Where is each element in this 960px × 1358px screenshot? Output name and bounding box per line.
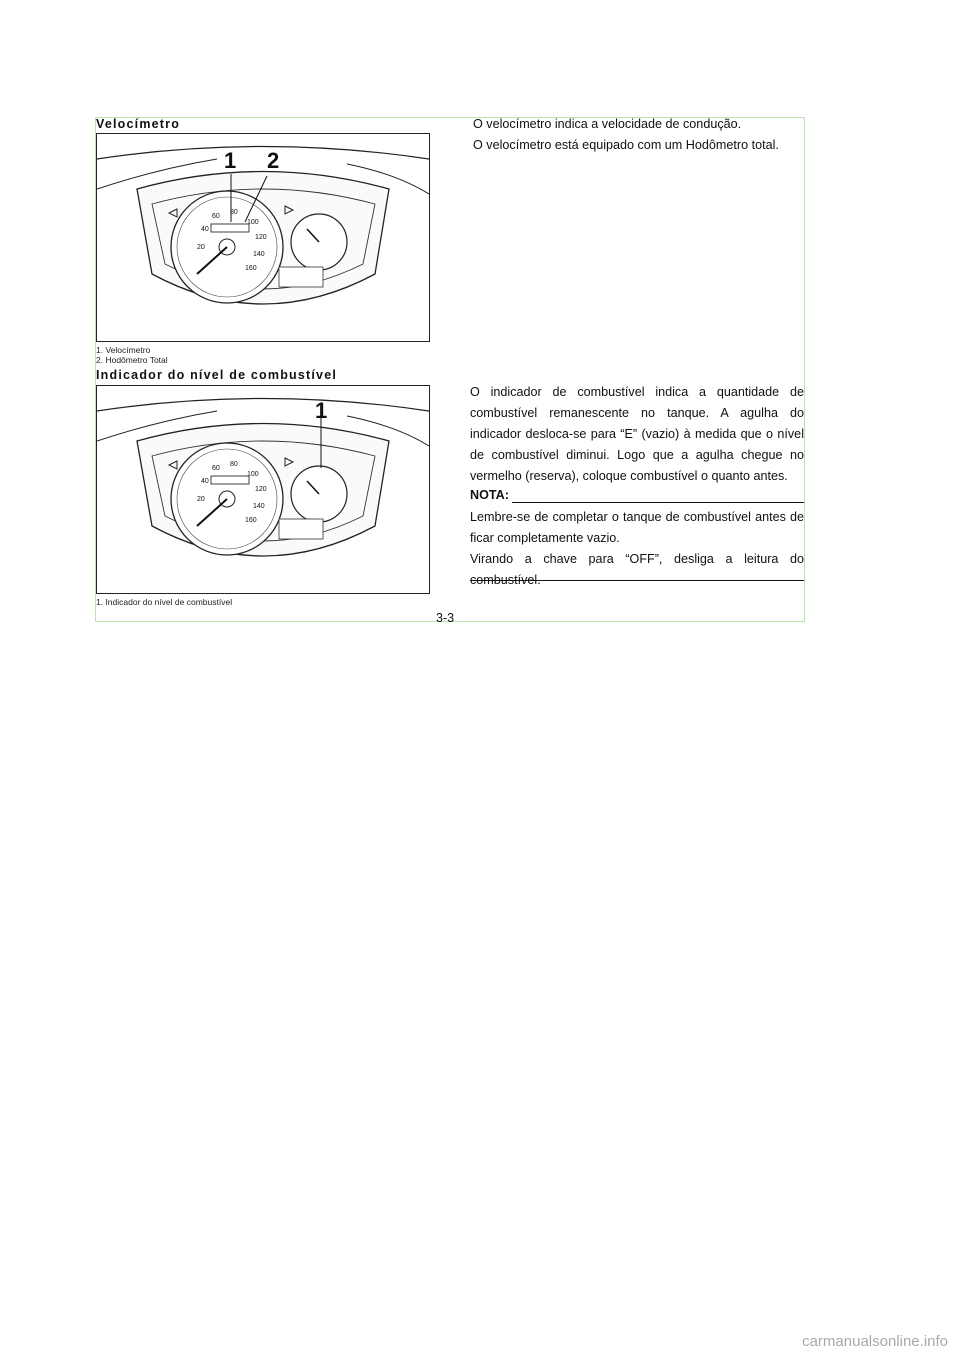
fuel-gauge-captions [96, 597, 232, 607]
note-bottom-rule [470, 580, 804, 581]
speedometer-description [473, 114, 803, 156]
note-rule [512, 502, 804, 503]
paragraph: O indicador de combustível indica a quantidade de combustível remanescente no tanque. A agulha do indicador desloca-se para “E” (vazio) à medida que o nível de combustível diminui. Logo que a agulha chegue no vermelho (reserva), coloque combustível o quanto antes. [470, 385, 804, 483]
fuel-gauge-figure [96, 385, 430, 594]
note-body [470, 507, 804, 591]
callout-1: 1 [315, 398, 328, 423]
note-line: Lembre-se de completar o tanque de combustível antes de ficar completamente vazio. [470, 510, 804, 545]
gauge-tick-140: 140 [253, 503, 265, 510]
gauge-tick-20: 20 [197, 496, 205, 503]
note-line: Virando a chave para “OFF”, desliga a leitura do combustível. [470, 552, 804, 587]
page-number: 3-3 [436, 611, 455, 625]
gauge-tick-160: 160 [245, 517, 257, 524]
gauge-tick-100: 100 [247, 471, 259, 478]
fuel-gauge-illustration [97, 386, 429, 593]
paragraph: O velocímetro indica a velocidade de condução. [473, 117, 742, 131]
note-label: NOTA: [470, 488, 509, 502]
gauge-tick-100: 100 [247, 219, 259, 226]
gauge-tick-120: 120 [255, 486, 267, 493]
caption-item: 1. Indicador do nível de combustível [96, 597, 233, 607]
caption-item: 2. Hodômetro Total [96, 355, 168, 365]
gauge-tick-40: 40 [201, 478, 209, 485]
note-header [470, 488, 804, 504]
paragraph: O velocímetro está equipado com um Hodômetro total. [473, 138, 779, 152]
caption-item: 1. Velocímetro [96, 345, 151, 355]
gauge-tick-60: 60 [212, 213, 220, 220]
fuel-gauge-description [470, 382, 804, 487]
gauge-tick-140: 140 [253, 251, 265, 258]
gauge-tick-40: 40 [201, 226, 209, 233]
speedometer-illustration [97, 134, 429, 341]
gauge-tick-120: 120 [255, 234, 267, 241]
gauge-tick-60: 60 [212, 465, 220, 472]
callout-1: 1 [224, 148, 237, 173]
speedometer-heading: Velocímetro [96, 117, 181, 131]
watermark: carmanualsonline.info [802, 1333, 948, 1350]
callout-2: 2 [267, 148, 280, 173]
speedometer-captions [96, 345, 168, 365]
gauge-tick-80: 80 [230, 461, 238, 468]
gauge-tick-160: 160 [245, 265, 257, 272]
speedometer-figure [96, 133, 430, 342]
gauge-tick-20: 20 [197, 244, 205, 251]
gauge-tick-80: 80 [230, 209, 238, 216]
fuel-gauge-heading: Indicador do nível de combustível [96, 368, 338, 382]
